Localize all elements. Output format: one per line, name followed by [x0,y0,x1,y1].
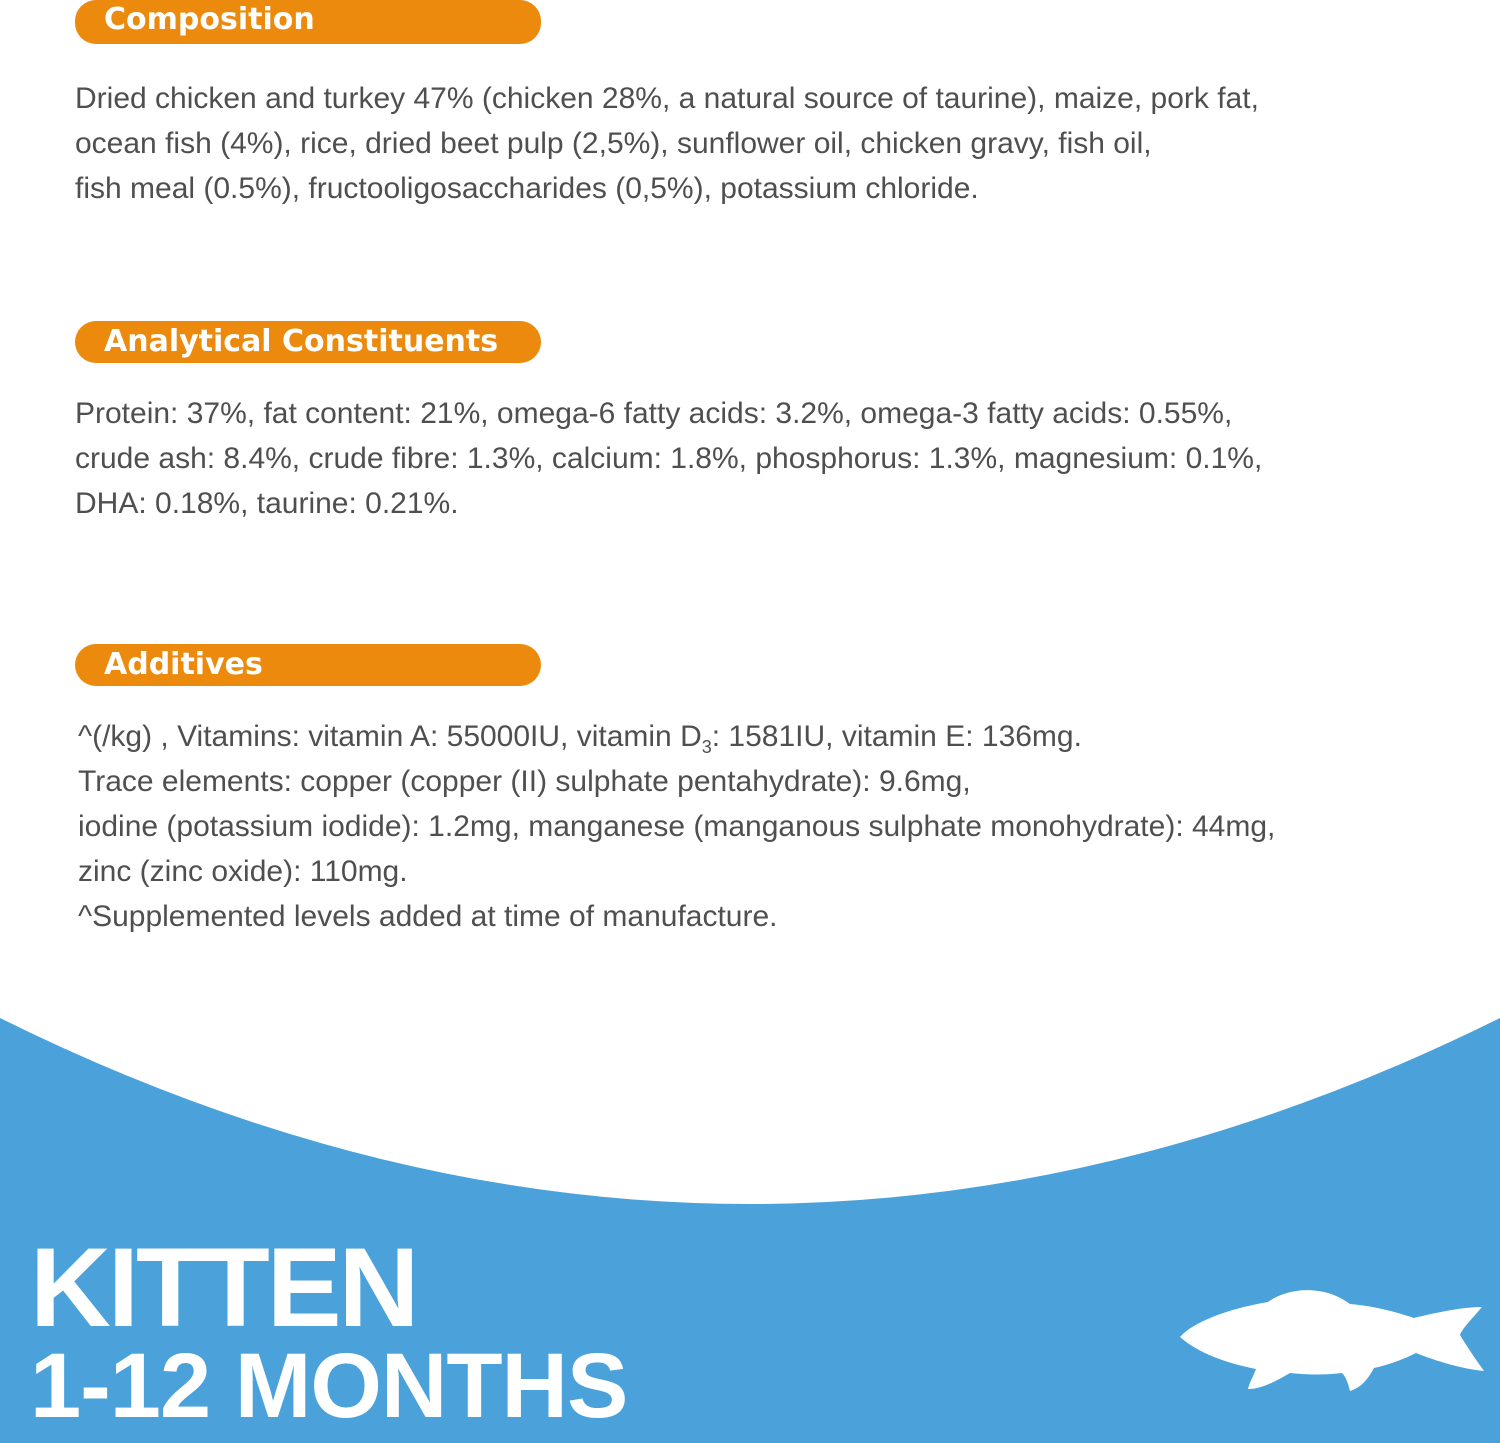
additives-heading: Additives [75,644,541,686]
analytical-line: Protein: 37%, fat content: 21%, omega-6 fatty acids: 3.2%, omega-3 fatty acids: 0.55%, [75,397,1233,430]
composition-section [75,0,1475,211]
analytical-section [75,321,1475,526]
kitten-title: KITTEN [30,1225,417,1350]
age-range: 1-12 MONTHS [30,1335,628,1437]
composition-line: ocean fish (4%), rice, dried beet pulp (2,5%), sunflower oil, chicken gravy, fish oil, [75,127,1152,160]
additives-footnote: ^Supplemented levels added at time of manufacture. [78,900,778,933]
additives-text [75,714,1475,939]
analytical-heading: Analytical Constituents [75,321,541,363]
additives-vitamins-line [78,714,1475,759]
fish-icon [1178,1285,1488,1395]
analytical-line: DHA: 0.18%, taurine: 0.21%. [75,487,459,520]
vitamins-text-b: : 1581IU, vitamin E: 136mg. [711,720,1082,753]
vitamin-d-subscript: 3 [701,737,712,757]
additives-line: zinc (zinc oxide): 110mg. [78,855,408,888]
additives-line: Trace elements: copper (copper (II) sulphate pentahydrate): 9.6mg, [78,765,971,798]
composition-line: Dried chicken and turkey 47% (chicken 28%, a natural source of taurine), maize, pork fat, [75,82,1259,115]
composition-heading: Composition [75,0,541,44]
analytical-line: crude ash: 8.4%, crude fibre: 1.3%, calcium: 1.8%, phosphorus: 1.3%, magnesium: 0.1%, [75,442,1263,475]
composition-text [75,76,1475,211]
analytical-text [75,391,1475,526]
additives-section [75,644,1475,939]
vitamins-text-a: ^(/kg) , Vitamins: vitamin A: 55000IU, vitamin D [78,720,702,753]
additives-line: iodine (potassium iodide): 1.2mg, manganese (manganous sulphate monohydrate): 44mg, [78,810,1276,843]
composition-line: fish meal (0.5%), fructooligosaccharides (0,5%), potassium chloride. [75,172,979,205]
